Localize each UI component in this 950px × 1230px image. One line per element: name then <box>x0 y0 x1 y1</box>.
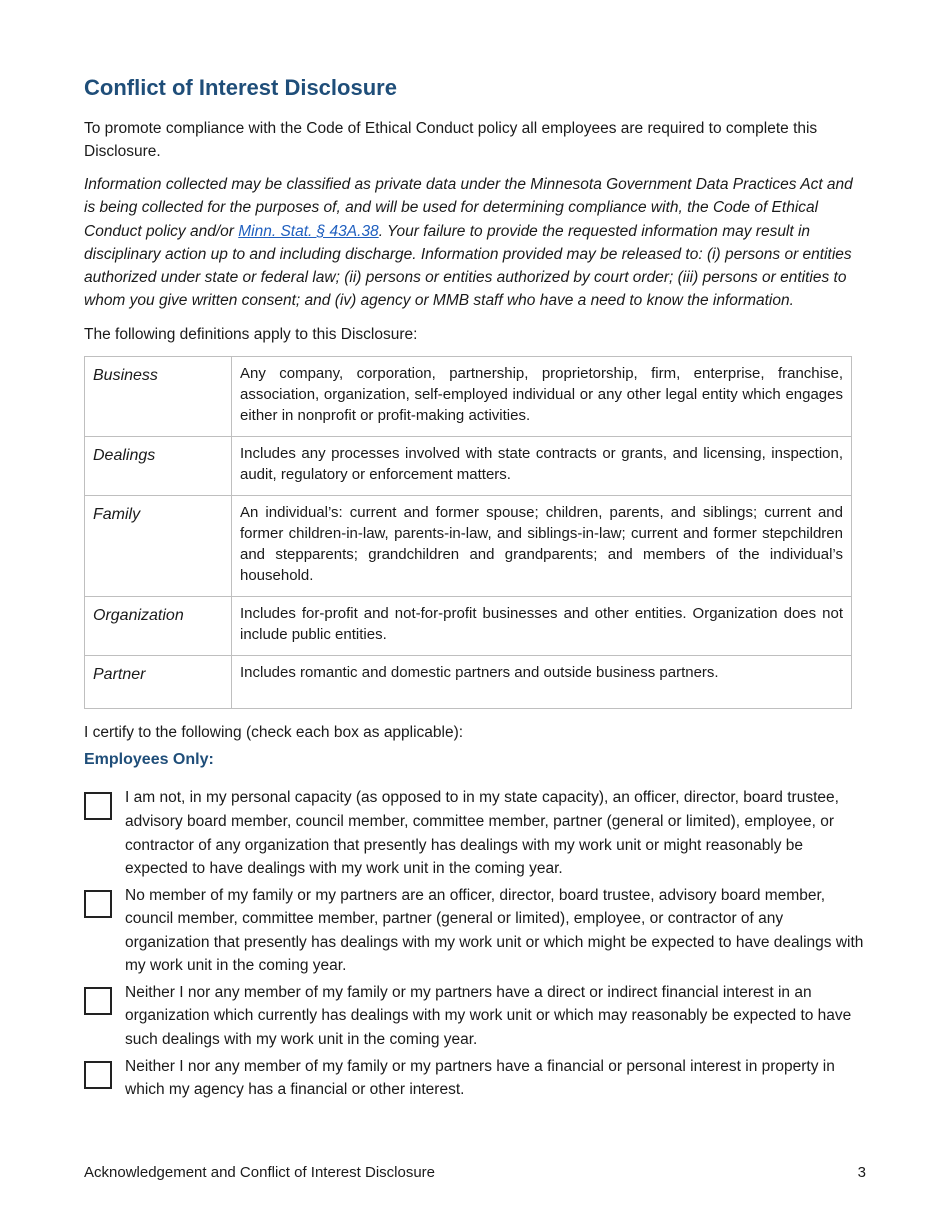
certification-text: Neither I nor any member of my family or my partners have a financial or personal interest in property in which my agency has a financial or other interest. <box>125 1057 835 1099</box>
definition-row-family <box>85 495 852 596</box>
definition-term: Partner <box>85 655 232 708</box>
certification-item-1 <box>84 786 866 880</box>
certification-text: Neither I nor any member of my family or my partners have a direct or indirect financial interest in an organization which currently has dealings with my work unit or which may reasonably be expected to have such dealings with my work unit in the coming year. <box>125 983 852 1048</box>
certification-text: No member of my family or my partners are an officer, director, board trustee, advisory board member, council member, committee member, partner (general or limited), employee, or contractor of any organization that presently has dealings with my work unit or which might be expected to have dealings with my work unit in the coming year. <box>125 886 864 975</box>
definition-row-dealings <box>85 436 852 495</box>
privacy-text-before: Information collected may be classified as private data under the Minnesota Government Data Practices Act and is being collected for the purposes of, and will be used for determining compliance with, the Code of Ethical Conduct policy and/or <box>84 176 853 240</box>
certification-item-2 <box>84 884 866 978</box>
privacy-notice <box>84 173 866 313</box>
definition-row-partner <box>85 655 852 708</box>
definition-term: Family <box>85 495 232 596</box>
definition-text: Includes romantic and domestic partners and outside business partners. <box>232 655 852 708</box>
certification-text: I am not, in my personal capacity (as opposed to in my state capacity), an officer, director, board trustee, advisory board member, council member, committee member, partner (general or limited), employee, or contractor of any organization that presently has dealings with my work unit or might reasonably be expected to have dealings with my work unit in the coming year. <box>125 789 839 878</box>
footer-title: Acknowledgement and Conflict of Interest Disclosure <box>84 1164 436 1181</box>
certification-checkbox-4[interactable] <box>84 1061 112 1089</box>
certification-checkbox-3[interactable] <box>84 987 112 1015</box>
page-number: 3 <box>857 1164 866 1181</box>
document-page <box>84 74 866 1105</box>
definition-text: Includes for-profit and not-for-profit businesses and other entities. Organization does not include public entities. <box>232 596 852 655</box>
definition-term: Organization <box>85 596 232 655</box>
statute-link[interactable]: Minn. Stat. § 43A.38 <box>238 222 379 240</box>
section-heading-employees: Employees Only: <box>84 751 214 769</box>
definition-row-business <box>85 356 852 436</box>
definition-row-organization <box>85 596 852 655</box>
definition-term: Business <box>85 356 232 436</box>
privacy-text-after: . Your failure to provide the requested information may result in disciplinary action up to and including discharge. Information provided may be released to: (i) persons or entities authorized under state or federal law; (ii) persons or entities authorized by court order; (iii) persons or entities to whom you give written consent; and (iv) agency or MMB staff who have a need to know the information. <box>84 222 852 310</box>
intro-paragraph: To promote compliance with the Code of Ethical Conduct policy all employees are required to complete this Disclosure. <box>84 119 818 160</box>
certification-checkbox-1[interactable] <box>84 792 112 820</box>
definition-term: Dealings <box>85 436 232 495</box>
definitions-table <box>84 356 852 709</box>
page-title: Conflict of Interest Disclosure <box>84 75 397 100</box>
certification-item-4 <box>84 1055 866 1102</box>
definition-text: Includes any processes involved with state contracts or grants, and licensing, inspection, audit, regulatory or enforcement matters. <box>232 436 852 495</box>
certification-item-3 <box>84 981 866 1052</box>
definition-text: Any company, corporation, partnership, proprietorship, firm, enterprise, franchise, association, organization, self-employed individual or any other legal entity which engages either in nonprofit or profit-making activities. <box>232 356 852 436</box>
certification-checkbox-2[interactable] <box>84 890 112 918</box>
page-footer <box>84 1162 866 1185</box>
certify-intro: I certify to the following (check each box as applicable): <box>84 724 464 742</box>
definition-text: An individual’s: current and former spouse; children, parents, and siblings; current and former children-in-law, parents-in-law, and siblings-in-law; current and former stepchildren and stepparents; grandchildren and grandparents; and members of the individual’s household. <box>232 495 852 596</box>
definitions-intro: The following definitions apply to this Disclosure: <box>84 325 418 343</box>
